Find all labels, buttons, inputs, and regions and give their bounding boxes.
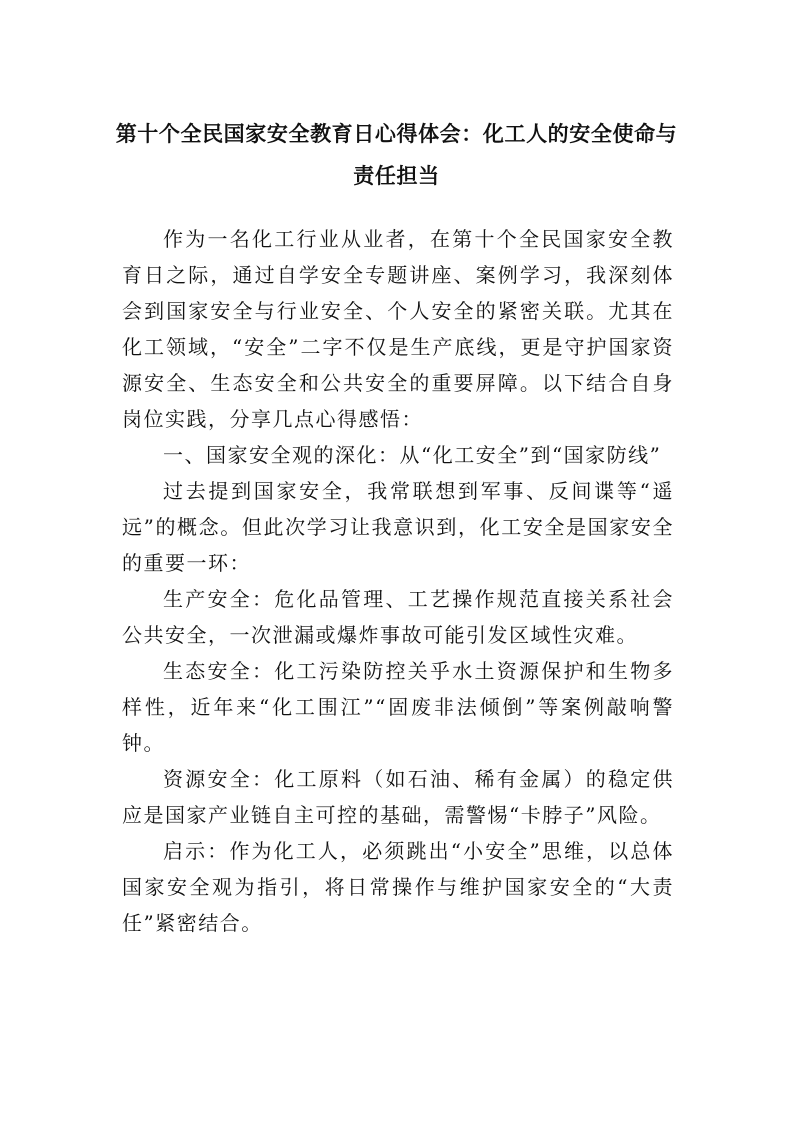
resource-safety-paragraph: 资源安全：化工原料（如石油、稀有金属）的稳定供应是国家产业链自主可控的基础，需警惕“卡脖子”风险。 xyxy=(122,767,674,827)
section-heading: 一、国家安全观的深化：从“化工安全”到“国家防线” xyxy=(163,443,662,467)
insight-paragraph: 启示：作为化工人，必须跳出“小安全”思维，以总体国家安全观为指引，将日常操作与维护国家安全的“大责任”紧密结合。 xyxy=(122,839,674,935)
document-title-line-1: 第十个全民国家安全教育日心得体会：化工人的安全使命与 xyxy=(115,122,678,146)
document-body xyxy=(122,221,674,941)
body-paragraph: 过去提到国家安全，我常联想到军事、反间谍等“遥远”的概念。但此次学习让我意识到，化工安全是国家安全的重要一环： xyxy=(122,479,674,575)
production-safety-paragraph: 生产安全：危化品管理、工艺操作规范直接关系社会公共安全，一次泄漏或爆炸事故可能引发区域性灾难。 xyxy=(122,587,674,647)
ecological-safety-paragraph: 生态安全：化工污染防控关乎水土资源保护和生物多样性，近年来“化工围江”“固废非法倾倒”等案例敲响警钟。 xyxy=(122,659,674,755)
intro-paragraph: 作为一名化工行业从业者，在第十个全民国家安全教育日之际，通过自学安全专题讲座、案例学习，我深刻体会到国家安全与行业安全、个人安全的紧密关联。尤其在化工领域，“安全”二字不仅是生产底线，更是守护国家资源安全、生态安全和公共安全的重要屏障。以下结合自身岗位实践，分享几点心得感悟： xyxy=(122,227,674,431)
document-title-line-2: 责任担当 xyxy=(353,164,440,188)
